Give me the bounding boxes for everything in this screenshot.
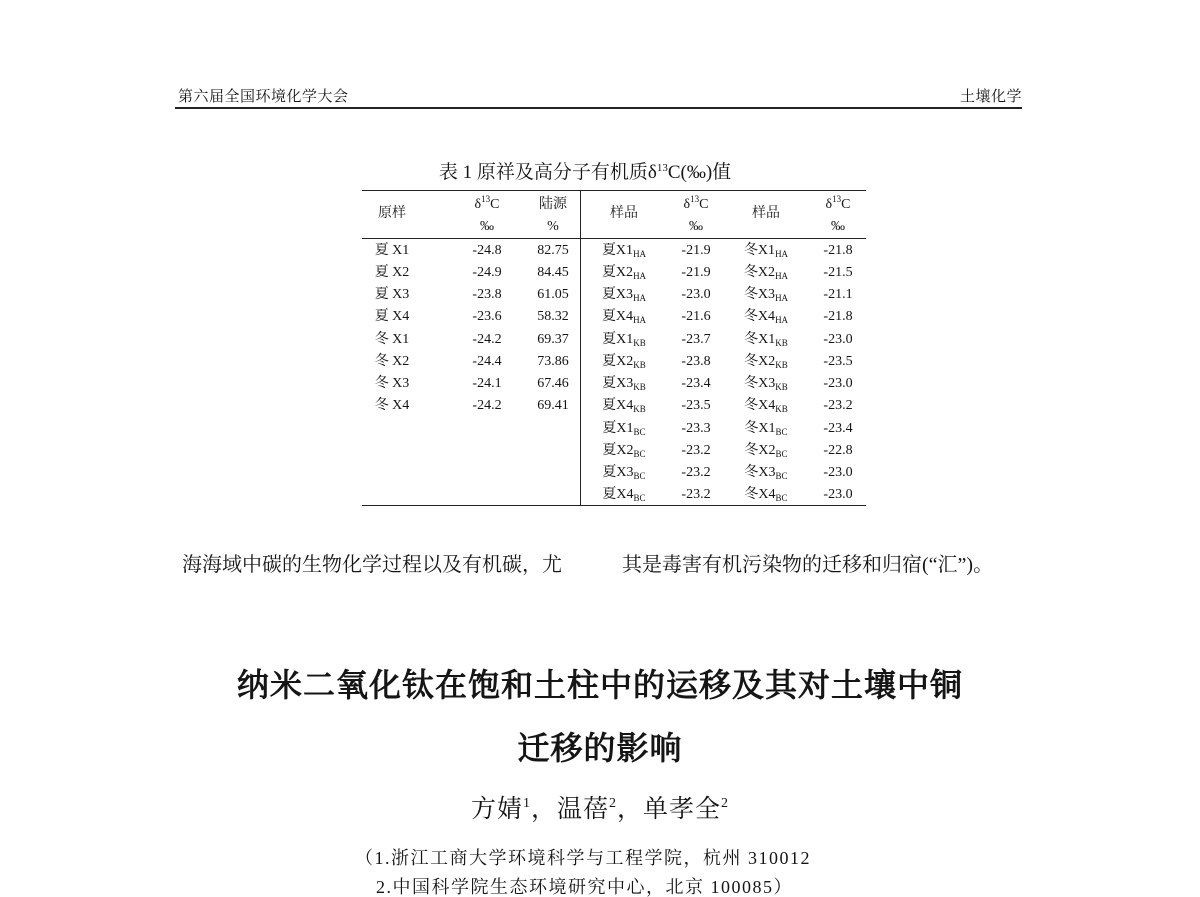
header-isotope: 13 (481, 194, 491, 204)
winter-d13c-cell: -23.2 (823, 398, 853, 413)
fraction-name: 冬X2 (744, 443, 776, 458)
header-d13c (661, 195, 731, 215)
header-carbon: C (699, 197, 709, 212)
winter-d13c-cell: -21.8 (823, 309, 853, 324)
fraction-subscript: HA (633, 249, 647, 259)
fraction-name: 冬X4 (744, 398, 776, 413)
fraction-name: 冬X4 (744, 487, 776, 502)
table-row (362, 307, 866, 327)
fraction-name: 夏X3 (601, 287, 634, 302)
fraction-subscript: KB (633, 404, 646, 414)
table-top-rule (362, 190, 866, 191)
table-bottom-rule (362, 505, 866, 506)
winter-fraction-cell (726, 396, 806, 416)
winter-fraction-cell (726, 374, 806, 394)
d13c-cell: -23.8 (472, 287, 502, 302)
table-row (362, 263, 866, 283)
fraction-name: 夏X1 (602, 332, 634, 347)
fraction-name: 冬X2 (744, 354, 776, 369)
winter-d13c-cell: -22.8 (823, 443, 853, 458)
winter-fraction-cell (726, 352, 806, 372)
header-carbon: C (490, 197, 500, 212)
fraction-subscript: BC (633, 449, 646, 459)
winter-d13c-cell: -23.0 (823, 487, 853, 502)
affiliation-line1: （1.浙江工商大学环境科学与工程学院，杭州 310012 (355, 848, 811, 868)
winter-d13c-cell: -23.0 (823, 465, 853, 480)
summer-fraction-cell (584, 441, 664, 461)
fraction-subscript: HA (633, 271, 647, 281)
sample-cell: 夏 X2 (374, 265, 410, 280)
terrestrial-cell: 69.41 (537, 398, 569, 413)
summer-fraction-cell (584, 352, 664, 372)
header-sample-winter: 样品 (752, 206, 780, 221)
fraction-name: 夏X3 (602, 465, 634, 480)
fraction-subscript: BC (775, 493, 788, 503)
summer-fraction-cell (584, 396, 664, 416)
fraction-subscript: BC (633, 493, 646, 503)
table-row (362, 485, 866, 505)
fraction-name: 夏X4 (602, 398, 634, 413)
summer-d13c-cell: -23.2 (681, 487, 711, 502)
fraction-name: 夏X1 (601, 243, 634, 258)
fraction-name: 夏X2 (601, 265, 634, 280)
fraction-subscript: KB (775, 404, 788, 414)
sample-cell: 夏 X1 (374, 243, 410, 258)
fraction-name: 夏X2 (602, 354, 634, 369)
author-list (0, 795, 1200, 825)
summer-d13c-cell: -21.9 (681, 265, 711, 280)
body-text-part1: 海海域中碳的生物化学过程以及有机碳，尤 (182, 554, 562, 576)
caption-rest: C(‰)值 (667, 162, 732, 183)
winter-fraction-cell (726, 263, 806, 283)
fraction-subscript: HA (775, 293, 789, 303)
paper-title-line2: 迁移的影响 (517, 730, 683, 766)
caption-label: 表 1 原祥及高分子有机质 (438, 162, 648, 183)
table-row (362, 374, 866, 394)
fraction-name: 夏X3 (602, 376, 634, 391)
winter-fraction-cell (726, 485, 806, 505)
summer-fraction-cell (584, 241, 664, 261)
summer-d13c-cell: -21.9 (681, 243, 711, 258)
fraction-subscript: HA (775, 315, 789, 325)
summer-d13c-cell: -23.0 (681, 287, 711, 302)
sample-cell: 冬 X4 (374, 398, 410, 413)
author-name: 温蓓 (556, 796, 609, 823)
terrestrial-cell: 67.46 (537, 376, 569, 391)
fraction-name: 冬X1 (744, 421, 776, 436)
summer-fraction-cell (584, 485, 664, 505)
fraction-name: 冬X1 (743, 243, 776, 258)
winter-d13c-cell: -21.1 (823, 287, 853, 302)
sample-cell: 冬 X3 (374, 376, 410, 391)
sample-cell: 夏 X3 (374, 287, 410, 302)
terrestrial-cell: 69.37 (537, 332, 569, 347)
fraction-subscript: HA (775, 249, 789, 259)
table-row (362, 396, 866, 416)
header-delta: δ (825, 197, 833, 212)
winter-d13c-cell: -21.5 (823, 265, 853, 280)
d13c-cell: -24.8 (472, 243, 502, 258)
author-separator: ， (617, 796, 644, 823)
terrestrial-cell: 58.32 (537, 309, 569, 324)
sample-cell: 夏 X4 (374, 309, 410, 324)
author-affiliation-mark: 2 (609, 796, 617, 811)
header-d13c (810, 195, 866, 215)
header-terrestrial-unit: % (547, 219, 559, 234)
summer-fraction-cell (584, 330, 664, 350)
summer-d13c-cell: -23.8 (681, 354, 711, 369)
summer-d13c-cell: -23.3 (681, 421, 711, 436)
running-header-section: 土壤化学 (959, 89, 1022, 105)
fraction-name: 冬X4 (743, 309, 776, 324)
d13c-cell: -24.2 (472, 332, 502, 347)
terrestrial-cell: 84.45 (537, 265, 569, 280)
fraction-name: 夏X4 (602, 487, 634, 502)
header-carbon: C (841, 197, 851, 212)
winter-fraction-cell (726, 463, 806, 483)
fraction-subscript: KB (775, 360, 788, 370)
winter-d13c-cell: -23.4 (823, 421, 853, 436)
winter-d13c-cell: -23.5 (823, 354, 853, 369)
fraction-subscript: HA (633, 293, 647, 303)
d13c-cell: -23.6 (472, 309, 502, 324)
d13c-cell: -24.1 (472, 376, 502, 391)
summer-fraction-cell (584, 285, 664, 305)
header-d13c-unit: ‰ (689, 219, 703, 234)
fraction-subscript: BC (633, 427, 646, 437)
d13c-cell: -24.9 (472, 265, 502, 280)
data-table (362, 190, 866, 506)
d13c-cell: -24.4 (472, 354, 502, 369)
header-d13c-unit: ‰ (831, 219, 845, 234)
table-caption (300, 161, 870, 185)
table-row (362, 419, 866, 439)
table-header-rule (362, 238, 866, 239)
fraction-subscript: BC (775, 471, 788, 481)
paper-title-line1: 纳米二氧化钛在饱和土柱中的运移及其对土壤中铜 (236, 667, 963, 703)
winter-fraction-cell (726, 285, 806, 305)
header-terrestrial: 陆源 (539, 197, 567, 212)
winter-fraction-cell (726, 307, 806, 327)
sample-cell: 冬 X2 (374, 354, 410, 369)
table-row (362, 330, 866, 350)
fraction-subscript: KB (775, 382, 788, 392)
fraction-subscript: BC (775, 427, 788, 437)
summer-d13c-cell: -23.2 (681, 465, 711, 480)
running-header-conference: 第六届全国环境化学大会 (178, 89, 349, 105)
header-rule (175, 107, 1022, 109)
table-row (362, 441, 866, 461)
terrestrial-cell: 61.05 (537, 287, 569, 302)
terrestrial-cell: 73.86 (537, 354, 569, 369)
author-name: 单孝全 (643, 796, 722, 823)
fraction-subscript: BC (633, 471, 646, 481)
header-sample-summer: 样品 (610, 206, 638, 221)
sample-cell: 冬 X1 (374, 332, 410, 347)
winter-d13c-cell: -23.0 (823, 376, 853, 391)
fraction-name: 冬X3 (744, 465, 776, 480)
d13c-cell: -24.2 (472, 398, 502, 413)
table-row (362, 241, 866, 261)
author-affiliation-mark: 1 (522, 796, 531, 811)
terrestrial-cell: 82.75 (537, 243, 569, 258)
table-row (362, 463, 866, 483)
fraction-name: 冬X1 (744, 332, 776, 347)
winter-fraction-cell (726, 241, 806, 261)
summer-d13c-cell: -23.2 (681, 443, 711, 458)
winter-d13c-cell: -21.8 (823, 243, 853, 258)
fraction-name: 冬X3 (743, 287, 776, 302)
winter-fraction-cell (726, 441, 806, 461)
fraction-name: 冬X2 (743, 265, 776, 280)
fraction-subscript: KB (633, 382, 646, 392)
fraction-subscript: KB (633, 360, 646, 370)
body-text-part2: 其是毒害有机污染物的迁移和归宿(“汇”)。 (622, 554, 994, 576)
winter-d13c-cell: -23.0 (823, 332, 853, 347)
fraction-name: 夏X4 (601, 309, 634, 324)
summer-fraction-cell (584, 419, 664, 439)
summer-d13c-cell: -23.7 (681, 332, 711, 347)
header-isotope: 13 (832, 194, 842, 204)
summer-d13c-cell: -23.5 (681, 398, 711, 413)
summer-fraction-cell (584, 463, 664, 483)
summer-fraction-cell (584, 374, 664, 394)
winter-fraction-cell (726, 330, 806, 350)
summer-d13c-cell: -23.4 (681, 376, 711, 391)
author-separator: ， (530, 796, 557, 823)
author-affiliation-mark: 2 (721, 796, 730, 811)
caption-isotope: 13 (656, 162, 668, 174)
summer-d13c-cell: -21.6 (681, 309, 711, 324)
header-d13c-unit: ‰ (480, 219, 494, 234)
fraction-name: 冬X3 (744, 376, 776, 391)
summer-fraction-cell (584, 263, 664, 283)
fraction-subscript: HA (633, 315, 647, 325)
header-d13c (452, 195, 522, 215)
caption-delta: δ (647, 162, 657, 183)
fraction-subscript: BC (775, 449, 788, 459)
winter-fraction-cell (726, 419, 806, 439)
summer-fraction-cell (584, 307, 664, 327)
fraction-name: 夏X2 (602, 443, 634, 458)
fraction-subscript: KB (775, 338, 788, 348)
header-original-sample: 原样 (378, 206, 406, 221)
header-delta: δ (474, 197, 482, 212)
fraction-subscript: HA (775, 271, 789, 281)
header-isotope: 13 (690, 194, 700, 204)
table-row (362, 352, 866, 372)
fraction-name: 夏X1 (602, 421, 634, 436)
affiliation-line2: 2.中国科学院生态环境研究中心，北京 100085） (376, 877, 793, 897)
fraction-subscript: KB (633, 338, 646, 348)
author-name: 方婧 (470, 796, 523, 823)
header-delta: δ (683, 197, 691, 212)
table-row (362, 285, 866, 305)
